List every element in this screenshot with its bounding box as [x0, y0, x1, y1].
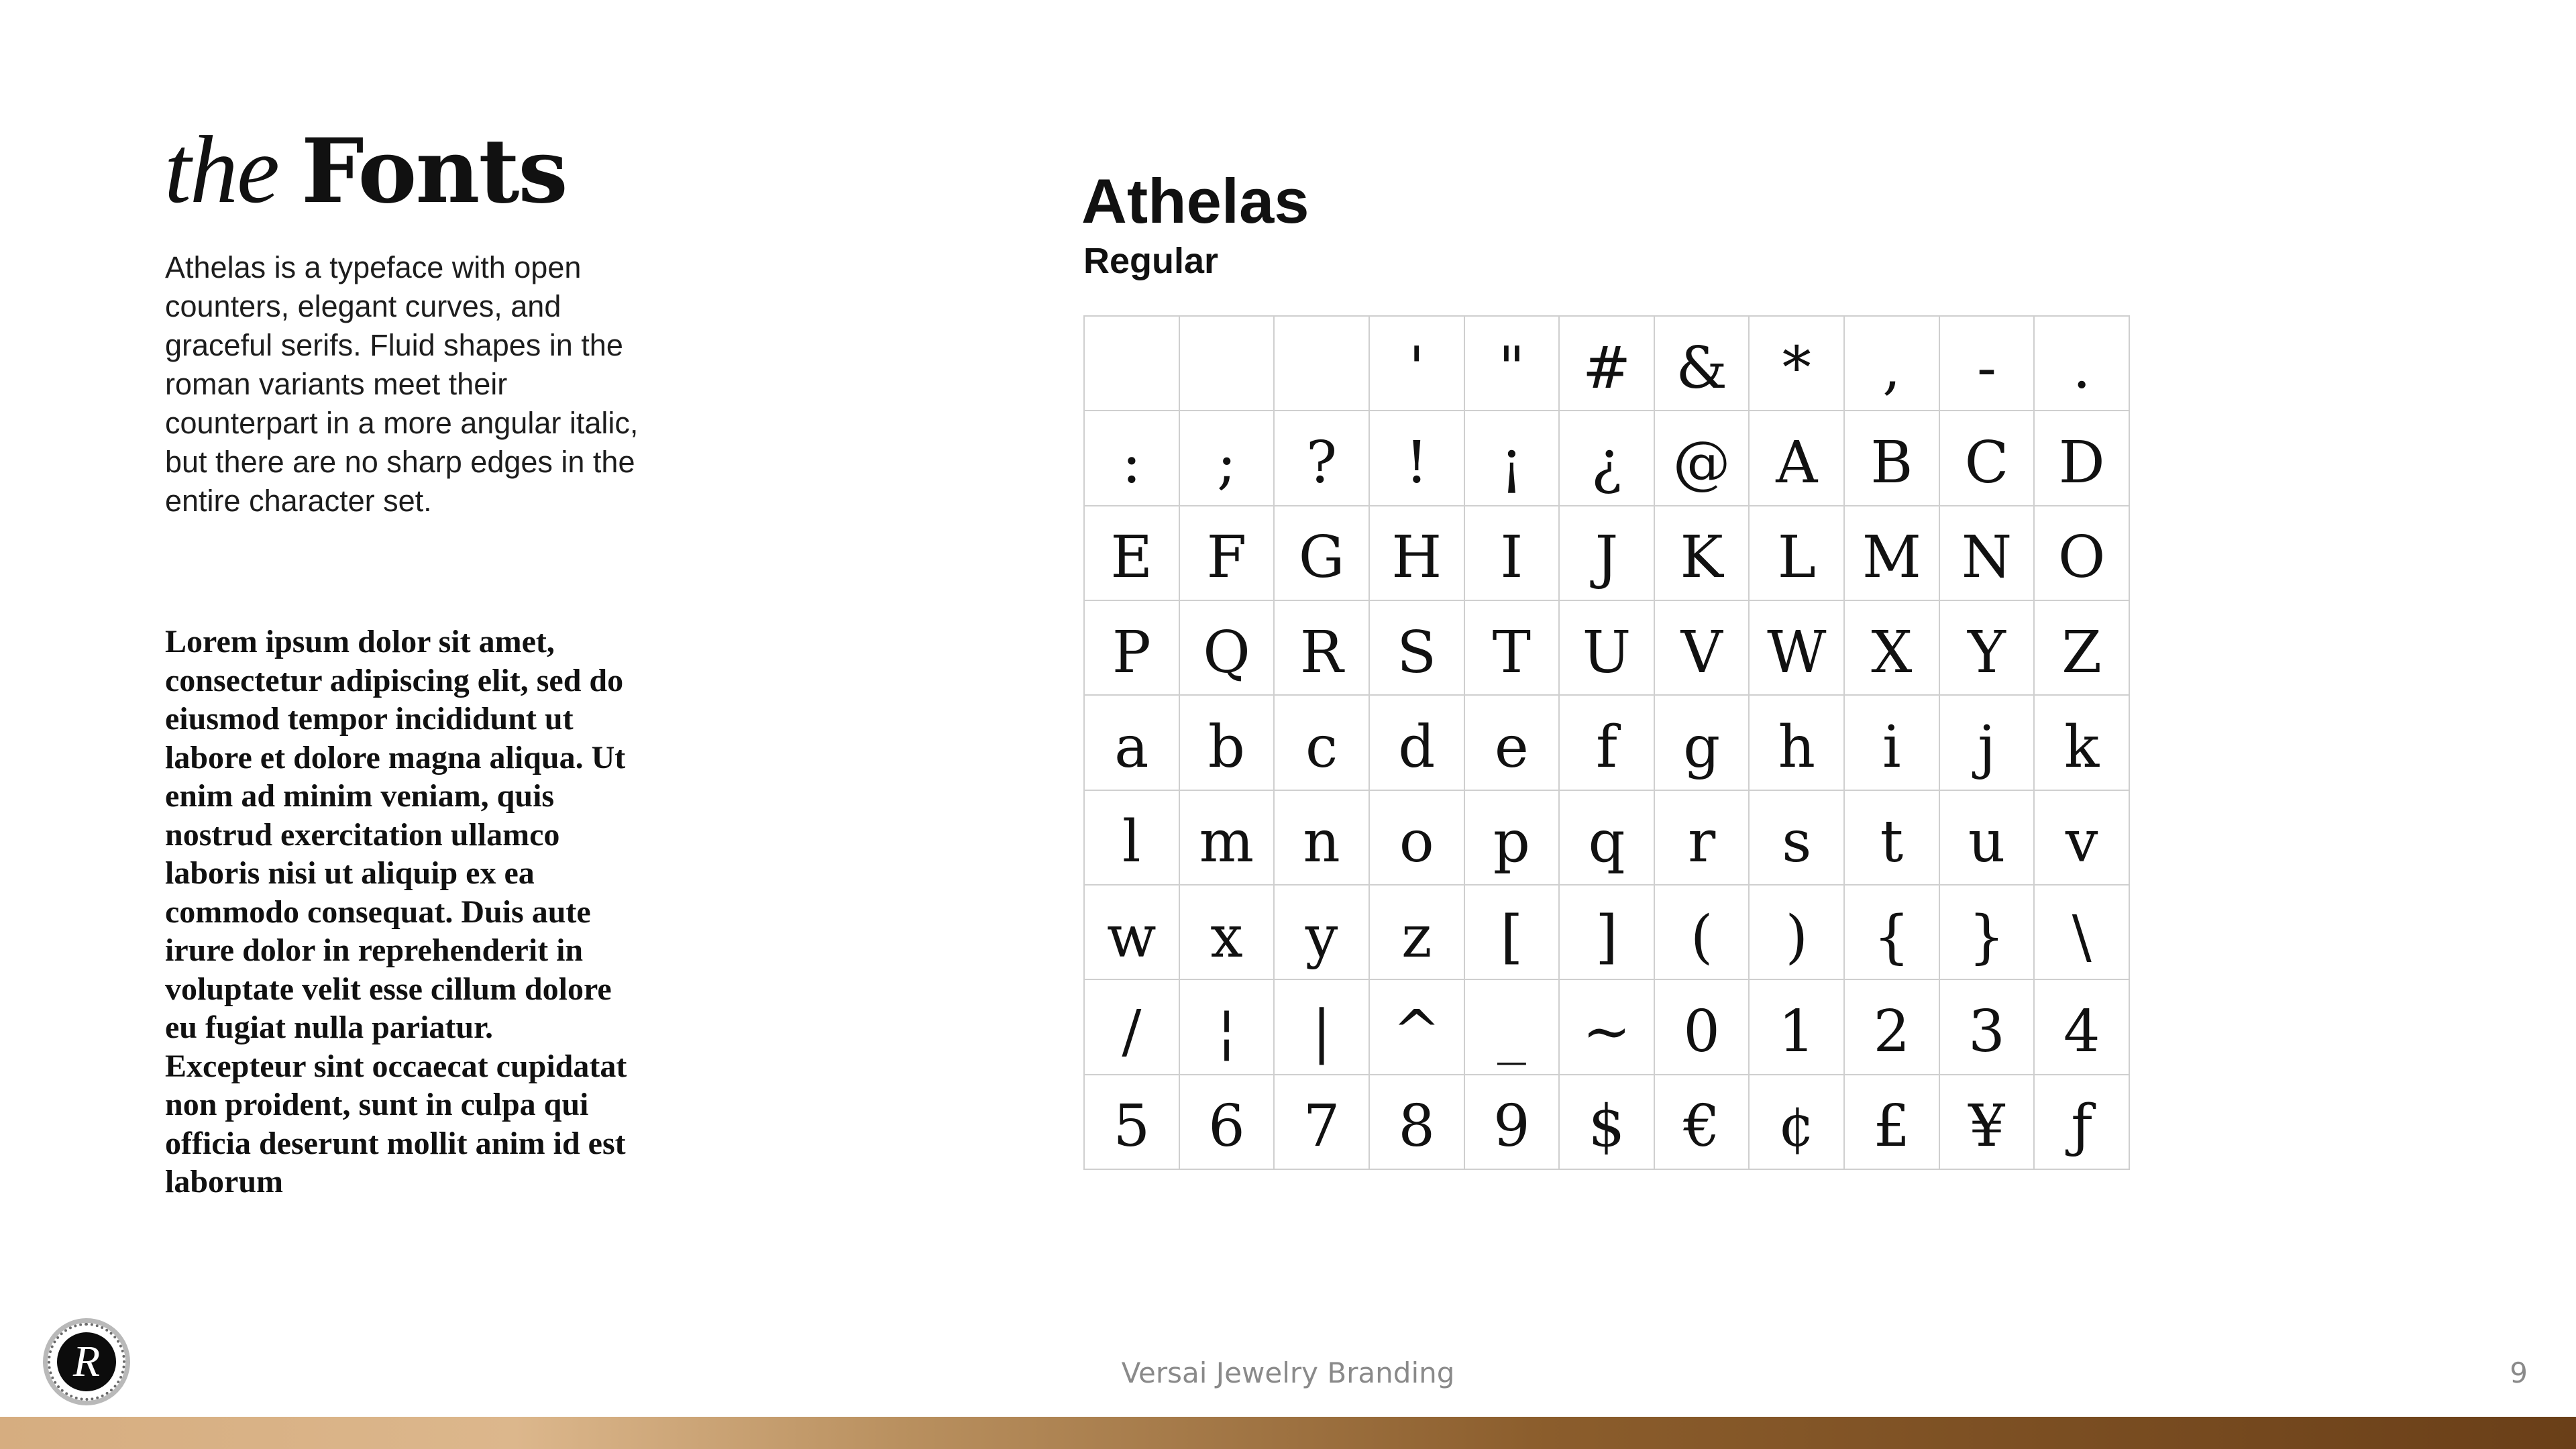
- glyph-cell: W: [1750, 601, 1845, 696]
- glyph-cell: ¦: [1180, 980, 1275, 1075]
- page-title: [164, 117, 567, 223]
- glyph-cell: ?: [1275, 411, 1370, 506]
- glyph-cell: ¥: [1940, 1075, 2035, 1170]
- glyph-cell: M: [1845, 506, 1940, 601]
- glyph-cell: f: [1560, 696, 1655, 790]
- glyph-cell: U: [1560, 601, 1655, 696]
- glyph-cell: F: [1180, 506, 1275, 601]
- glyph-cell: (: [1655, 885, 1750, 980]
- glyph-cell: P: [1085, 601, 1180, 696]
- glyph-cell: ¿: [1560, 411, 1655, 506]
- glyph-cell: q: [1560, 791, 1655, 885]
- glyph-cell: _: [1465, 980, 1560, 1075]
- glyph-cell: y: [1275, 885, 1370, 980]
- glyph-cell: n: [1275, 791, 1370, 885]
- brand-logo: [43, 1318, 130, 1405]
- glyph-cell: }: [1940, 885, 2035, 980]
- glyph-cell: J: [1560, 506, 1655, 601]
- glyph-cell: *: [1750, 317, 1845, 411]
- glyph-cell: V: [1655, 601, 1750, 696]
- glyph-cell: I: [1465, 506, 1560, 601]
- glyph-cell: Q: [1180, 601, 1275, 696]
- glyph-cell: 0: [1655, 980, 1750, 1075]
- glyph-cell: ~: [1560, 980, 1655, 1075]
- glyph-cell: @: [1655, 411, 1750, 506]
- glyph-cell: ¢: [1750, 1075, 1845, 1170]
- font-description: Athelas is a typeface with open counters, elegant curves, and graceful serifs. Fluid shapes in the roman variants meet their counterpart in a more angular italic, but there are no sharp edges in the entire character set.: [165, 250, 639, 518]
- glyph-cell: e: [1465, 696, 1560, 790]
- glyph-cell: E: [1085, 506, 1180, 601]
- glyph-cell: R: [1275, 601, 1370, 696]
- glyph-cell: b: [1180, 696, 1275, 790]
- glyph-cell: m: [1180, 791, 1275, 885]
- glyph-cell: ,: [1845, 317, 1940, 411]
- glyph-cell: /: [1085, 980, 1180, 1075]
- glyph-cell: :: [1085, 411, 1180, 506]
- glyph-cell: 5: [1085, 1075, 1180, 1170]
- glyph-cell: S: [1370, 601, 1465, 696]
- glyph-cell: l: [1085, 791, 1180, 885]
- bottom-gradient-band: [0, 1417, 2576, 1449]
- glyph-cell: #: [1560, 317, 1655, 411]
- glyph-cell: 8: [1370, 1075, 1465, 1170]
- glyph-cell: ;: [1180, 411, 1275, 506]
- glyph-cell: ^: [1370, 980, 1465, 1075]
- glyph-cell: ¡: [1465, 411, 1560, 506]
- glyph-cell: Z: [2035, 601, 2130, 696]
- glyph-cell: 3: [1940, 980, 2035, 1075]
- glyph-cell: C: [1940, 411, 2035, 506]
- glyph-cell: X: [1845, 601, 1940, 696]
- glyph-cell: o: [1370, 791, 1465, 885]
- glyph-cell: [1275, 317, 1370, 411]
- glyph-cell: ': [1370, 317, 1465, 411]
- glyph-grid: [1083, 315, 2130, 1170]
- monogram-seal-icon: R: [57, 1332, 116, 1391]
- glyph-cell: 1: [1750, 980, 1845, 1075]
- glyph-cell: 7: [1275, 1075, 1370, 1170]
- footer-text: Versai Jewelry Branding: [1121, 1356, 1455, 1389]
- glyph-cell: k: [2035, 696, 2130, 790]
- glyph-cell: 6: [1180, 1075, 1275, 1170]
- glyph-cell: |: [1275, 980, 1370, 1075]
- glyph-cell: L: [1750, 506, 1845, 601]
- glyph-cell: -: [1940, 317, 2035, 411]
- glyph-cell: D: [2035, 411, 2130, 506]
- glyph-cell: &: [1655, 317, 1750, 411]
- glyph-cell: w: [1085, 885, 1180, 980]
- glyph-cell: B: [1845, 411, 1940, 506]
- glyph-cell: ]: [1560, 885, 1655, 980]
- page-number: 9: [2510, 1356, 2528, 1389]
- glyph-cell: {: [1845, 885, 1940, 980]
- glyph-cell: a: [1085, 696, 1180, 790]
- glyph-cell: O: [2035, 506, 2130, 601]
- glyph-cell: z: [1370, 885, 1465, 980]
- logo-ring: [48, 1323, 125, 1401]
- glyph-cell: N: [1940, 506, 2035, 601]
- glyph-cell: 2: [1845, 980, 1940, 1075]
- font-name: Athelas: [1081, 166, 1309, 236]
- glyph-cell: c: [1275, 696, 1370, 790]
- glyph-cell: i: [1845, 696, 1940, 790]
- glyph-cell: €: [1655, 1075, 1750, 1170]
- glyph-cell: [: [1465, 885, 1560, 980]
- sample-paragraph: Lorem ipsum dolor sit amet, consectetur adipiscing elit, sed do eiusmod tempor incididunt ut labore et dolore magna aliqua. Ut enim ad minim veniam, quis nostrud exercitation ullamco laboris nisi ut aliquip ex ea commodo consequat. Duis aute irure dolor in reprehenderit in voluptate velit esse cillum dolore eu fugiat nulla pariatur. Excepteur sint occaecat cupidatat non proident, sunt in culpa qui officia deserunt mollit anim id est laborum: [165, 624, 627, 1199]
- title-italic-word: the: [164, 117, 278, 223]
- glyph-cell: d: [1370, 696, 1465, 790]
- glyph-cell: j: [1940, 696, 2035, 790]
- glyph-cell: t: [1845, 791, 1940, 885]
- glyph-cell: v: [2035, 791, 2130, 885]
- glyph-cell: Y: [1940, 601, 2035, 696]
- title-bold-word: Fonts: [301, 119, 567, 223]
- glyph-cell: G: [1275, 506, 1370, 601]
- glyph-cell: .: [2035, 317, 2130, 411]
- glyph-cell: x: [1180, 885, 1275, 980]
- glyph-cell: p: [1465, 791, 1560, 885]
- glyph-cell: T: [1465, 601, 1560, 696]
- glyph-cell: r: [1655, 791, 1750, 885]
- glyph-cell: ): [1750, 885, 1845, 980]
- glyph-cell: \: [2035, 885, 2130, 980]
- glyph-cell: [1180, 317, 1275, 411]
- glyph-cell: H: [1370, 506, 1465, 601]
- glyph-cell: $: [1560, 1075, 1655, 1170]
- glyph-cell: u: [1940, 791, 2035, 885]
- glyph-cell: 4: [2035, 980, 2130, 1075]
- glyph-cell: h: [1750, 696, 1845, 790]
- glyph-cell: ƒ: [2035, 1075, 2130, 1170]
- glyph-cell: !: [1370, 411, 1465, 506]
- glyph-cell: ": [1465, 317, 1560, 411]
- glyph-cell: s: [1750, 791, 1845, 885]
- glyph-cell: A: [1750, 411, 1845, 506]
- glyph-cell: [1085, 317, 1180, 411]
- glyph-cell: £: [1845, 1075, 1940, 1170]
- glyph-cell: 9: [1465, 1075, 1560, 1170]
- font-style: Regular: [1083, 241, 1219, 281]
- glyph-cell: K: [1655, 506, 1750, 601]
- glyph-cell: g: [1655, 696, 1750, 790]
